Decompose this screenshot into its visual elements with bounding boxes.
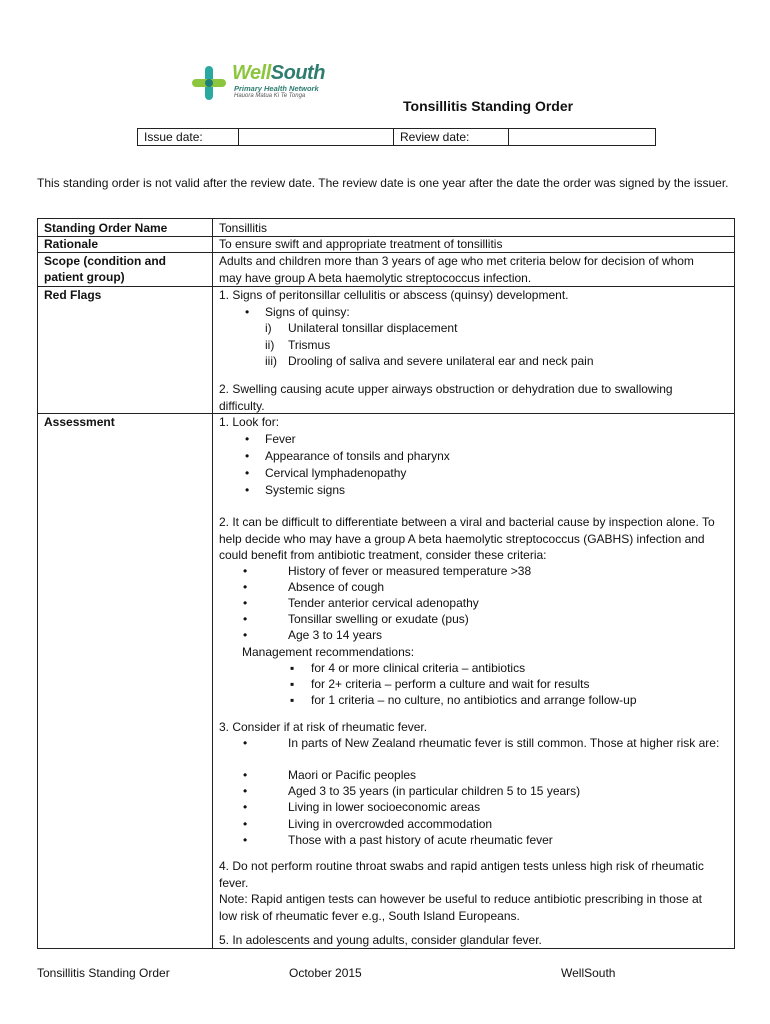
page-title: Tonsillitis Standing Order	[403, 98, 574, 114]
list-item: •	[245, 432, 250, 446]
rheumatic-intro: In parts of New Zealand rheumatic fever is still common. Those at higher risk are:	[288, 736, 720, 750]
risk-item: Maori or Pacific peoples	[288, 768, 417, 782]
assessment-3: 3. Consider if at risk of rheumatic fever.	[219, 720, 428, 734]
list-item: •	[243, 817, 248, 831]
list-item: •	[243, 784, 248, 798]
quinsy-bullet: Signs of quinsy:	[265, 305, 350, 319]
review-date-field[interactable]	[509, 129, 656, 146]
list-item: ii)	[265, 338, 275, 352]
list-item: •	[245, 483, 250, 497]
list-item: •	[243, 800, 248, 814]
quinsy-sign-iii: Drooling of saliva and severe unilateral ear and neck pain	[288, 354, 594, 368]
risk-item: Those with a past history of acute rheumatic fever	[288, 833, 553, 847]
footer-date: October 2015	[289, 966, 362, 980]
criteria-item: Tonsillar swelling or exudate (pus)	[288, 612, 469, 626]
criteria-item: Tender anterior cervical adenopathy	[288, 596, 479, 610]
list-item: •	[243, 833, 248, 847]
list-item: ▪	[290, 661, 295, 675]
list-item: iii)	[265, 354, 277, 368]
assessment-4: 4. Do not perform routine throat swabs and rapid antigen tests unless high risk of rheumatic fever.	[219, 859, 704, 890]
red-flag-1: 1. Signs of peritonsillar cellulitis or abscess (quinsy) development.	[219, 288, 569, 302]
management-item: for 1 criteria – no culture, no antibiotics and arrange follow-up	[311, 693, 637, 707]
list-item: •	[245, 449, 250, 463]
cross-logo-icon	[190, 64, 228, 102]
review-date-label: Review date:	[394, 129, 509, 146]
issue-date-label: Issue date:	[138, 129, 239, 146]
criteria-item: Absence of cough	[288, 580, 385, 594]
risk-item: Living in overcrowded accommodation	[288, 817, 493, 831]
list-item: i)	[265, 321, 272, 335]
logo-subtitle: Primary Health Network	[234, 84, 319, 93]
wellsouth-logo	[190, 62, 360, 104]
assessment-1: 1. Look for:	[219, 415, 280, 429]
risk-item: Aged 3 to 35 years (in particular children 5 to 15 years)	[288, 784, 581, 798]
label-scope: Scope (condition and patient group)	[44, 254, 166, 284]
management-item: for 2+ criteria – perform a culture and wait for results	[311, 677, 590, 691]
list-item: •	[243, 628, 248, 642]
look-for-item: Appearance of tonsils and pharynx	[265, 449, 450, 463]
list-item: •	[243, 768, 248, 782]
look-for-item: Systemic signs	[265, 483, 346, 497]
assessment-2: 2. It can be difficult to differentiate between a viral and bacterial cause by inspection alone. To help decide who may have a group A beta haemolytic streptococcus (GABHS) infection and could benefit from antibiotic treatment, consider these criteria:	[219, 515, 715, 562]
quinsy-sign-ii: Trismus	[288, 338, 331, 352]
logo-wordmark: WellSouth	[232, 62, 325, 84]
label-red-flags: Red Flags	[44, 288, 102, 302]
footer-org: WellSouth	[561, 966, 616, 980]
list-item: •	[243, 580, 248, 594]
list-item: •	[243, 612, 248, 626]
criteria-item: History of fever or measured temperature >38	[288, 564, 532, 578]
management-heading: Management recommendations:	[242, 645, 415, 659]
red-flag-2: 2. Swelling causing acute upper airways obstruction or dehydration due to swallowing difficulty.	[219, 382, 673, 413]
order-name-value: Tonsillitis	[219, 221, 268, 235]
risk-item: Living in lower socioeconomic areas	[288, 800, 481, 814]
logo-tagline: Hauora Matua Ki Te Tonga	[234, 93, 306, 99]
list-item: •	[243, 736, 248, 750]
look-for-item: Fever	[265, 432, 296, 446]
assessment-4-note: Note: Rapid antigen tests can however be useful to reduce antibiotic prescribing in those at low risk of rheumatic fever e.g., South Island Europeans.	[219, 892, 702, 923]
dates-table	[137, 128, 656, 146]
intro-paragraph: This standing order is not valid after the review date. The review date is one year after the date the order was signed by the issuer.	[37, 176, 729, 190]
list-item: •	[245, 466, 250, 480]
look-for-item: Cervical lymphadenopathy	[265, 466, 407, 480]
management-item: for 4 or more clinical criteria – antibiotics	[311, 661, 526, 675]
issue-date-field[interactable]	[239, 129, 394, 146]
list-item: •	[243, 564, 248, 578]
criteria-item: Age 3 to 14 years	[288, 628, 383, 642]
list-item: ▪	[290, 693, 295, 707]
list-item: ▪	[290, 677, 295, 691]
standing-order-table	[37, 218, 735, 949]
list-item: •	[245, 305, 250, 319]
scope-value: Adults and children more than 3 years of age who met criteria below for decision of whom may have group A beta haemolytic streptococcus infection.	[219, 254, 694, 285]
assessment-5: 5. In adolescents and young adults, consider glandular fever.	[219, 933, 542, 947]
label-assessment: Assessment	[44, 415, 115, 429]
label-name: Standing Order Name	[44, 221, 168, 235]
column-divider	[212, 219, 213, 948]
label-rationale: Rationale	[44, 237, 99, 251]
rationale-value: To ensure swift and appropriate treatment of tonsillitis	[219, 237, 503, 251]
footer-title: Tonsillitis Standing Order	[37, 966, 170, 980]
quinsy-sign-i: Unilateral tonsillar displacement	[288, 321, 458, 335]
list-item: •	[243, 596, 248, 610]
